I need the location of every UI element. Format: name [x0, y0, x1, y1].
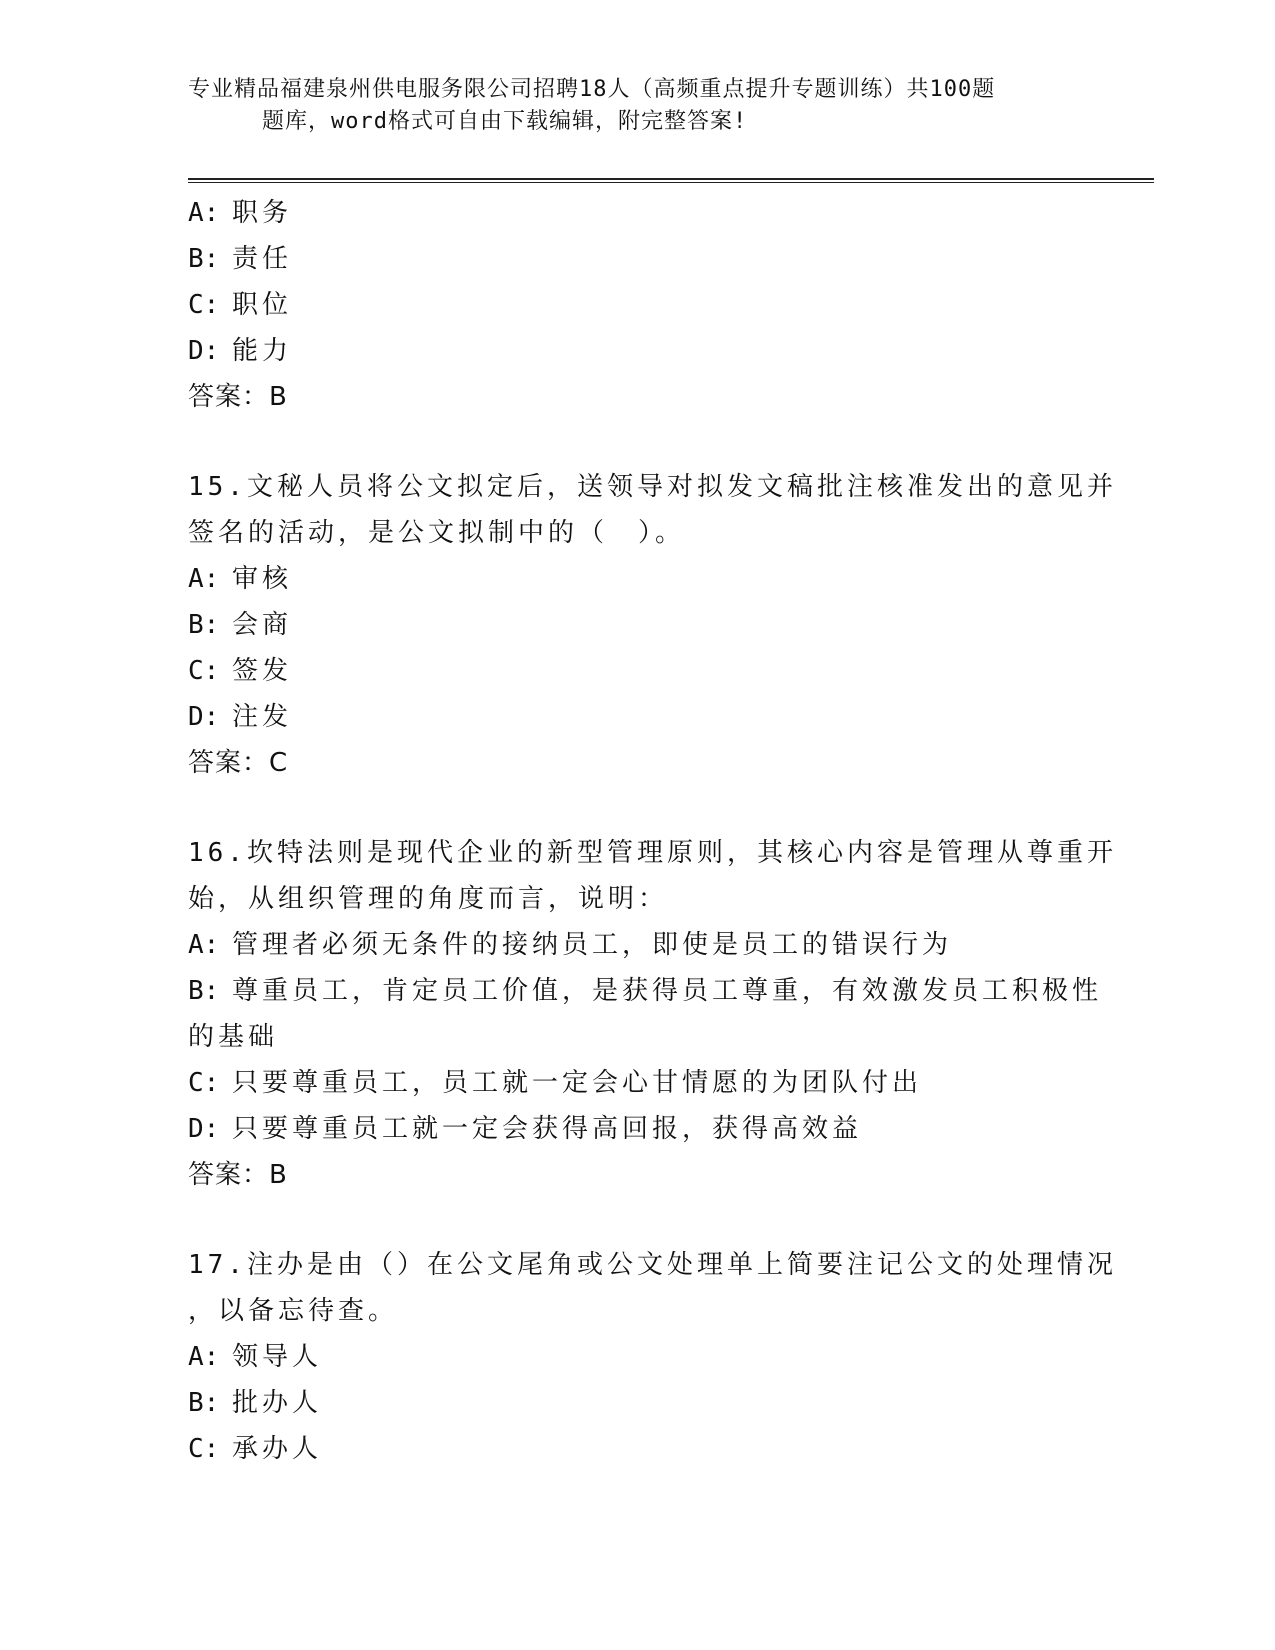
title-line-1: 专业精品福建泉州供电服务限公司招聘18人（高频重点提升专题训练）共100题: [188, 77, 996, 102]
document-title: [188, 74, 1068, 138]
option-b: B: 责任: [188, 244, 293, 274]
question-stem: 16.坎特法则是现代企业的新型管理原则，其核心内容是管理从尊重开: [188, 838, 1117, 868]
option-b: B: 批办人: [188, 1388, 323, 1418]
answer: 答案：C: [188, 748, 289, 778]
header-divider: [188, 178, 1154, 183]
option-c: C: 只要尊重员工，员工就一定会心甘情愿的为团队付出: [188, 1068, 923, 1098]
question-stem: 15.文秘人员将公文拟定后，送领导对拟发文稿批注核准发出的意见并: [188, 472, 1117, 502]
option-b-cont: 的基础: [188, 1022, 279, 1052]
option-b: B: 尊重员工，肯定员工价值，是获得员工尊重，有效激发员工积极性: [188, 976, 1103, 1006]
option-b: B: 会商: [188, 610, 293, 640]
option-a: A: 职务: [188, 198, 293, 228]
option-d: D: 只要尊重员工就一定会获得高回报，获得高效益: [188, 1114, 863, 1144]
option-c: C: 职位: [188, 290, 293, 320]
question-stem: 17.注办是由（）在公文尾角或公文处理单上简要注记公文的处理情况: [188, 1250, 1117, 1280]
option-c: C: 签发: [188, 656, 293, 686]
option-a: A: 领导人: [188, 1342, 323, 1372]
question-17: [188, 1242, 1117, 1472]
answer: 答案：B: [188, 1160, 288, 1190]
question-stem-cont: 始，从组织管理的角度而言，说明：: [188, 884, 669, 914]
answer: 答案：B: [188, 382, 288, 412]
question-stem-cont: ，以备忘待查。: [188, 1296, 399, 1326]
question-stem-cont: 签名的活动，是公文拟制中的（ ）。: [188, 518, 686, 548]
question-15: [188, 464, 1117, 786]
option-d: D: 能力: [188, 336, 293, 366]
question-16: [188, 830, 1117, 1198]
option-a: A: 管理者必须无条件的接纳员工，即使是员工的错误行为: [188, 930, 953, 960]
question-14: [188, 190, 1088, 420]
option-c: C: 承办人: [188, 1434, 323, 1464]
question-list: [188, 190, 1117, 1472]
option-d: D: 注发: [188, 702, 293, 732]
option-a: A: 审核: [188, 564, 293, 594]
title-line-2: 题库，word格式可自由下载编辑，附完整答案!: [262, 109, 748, 134]
